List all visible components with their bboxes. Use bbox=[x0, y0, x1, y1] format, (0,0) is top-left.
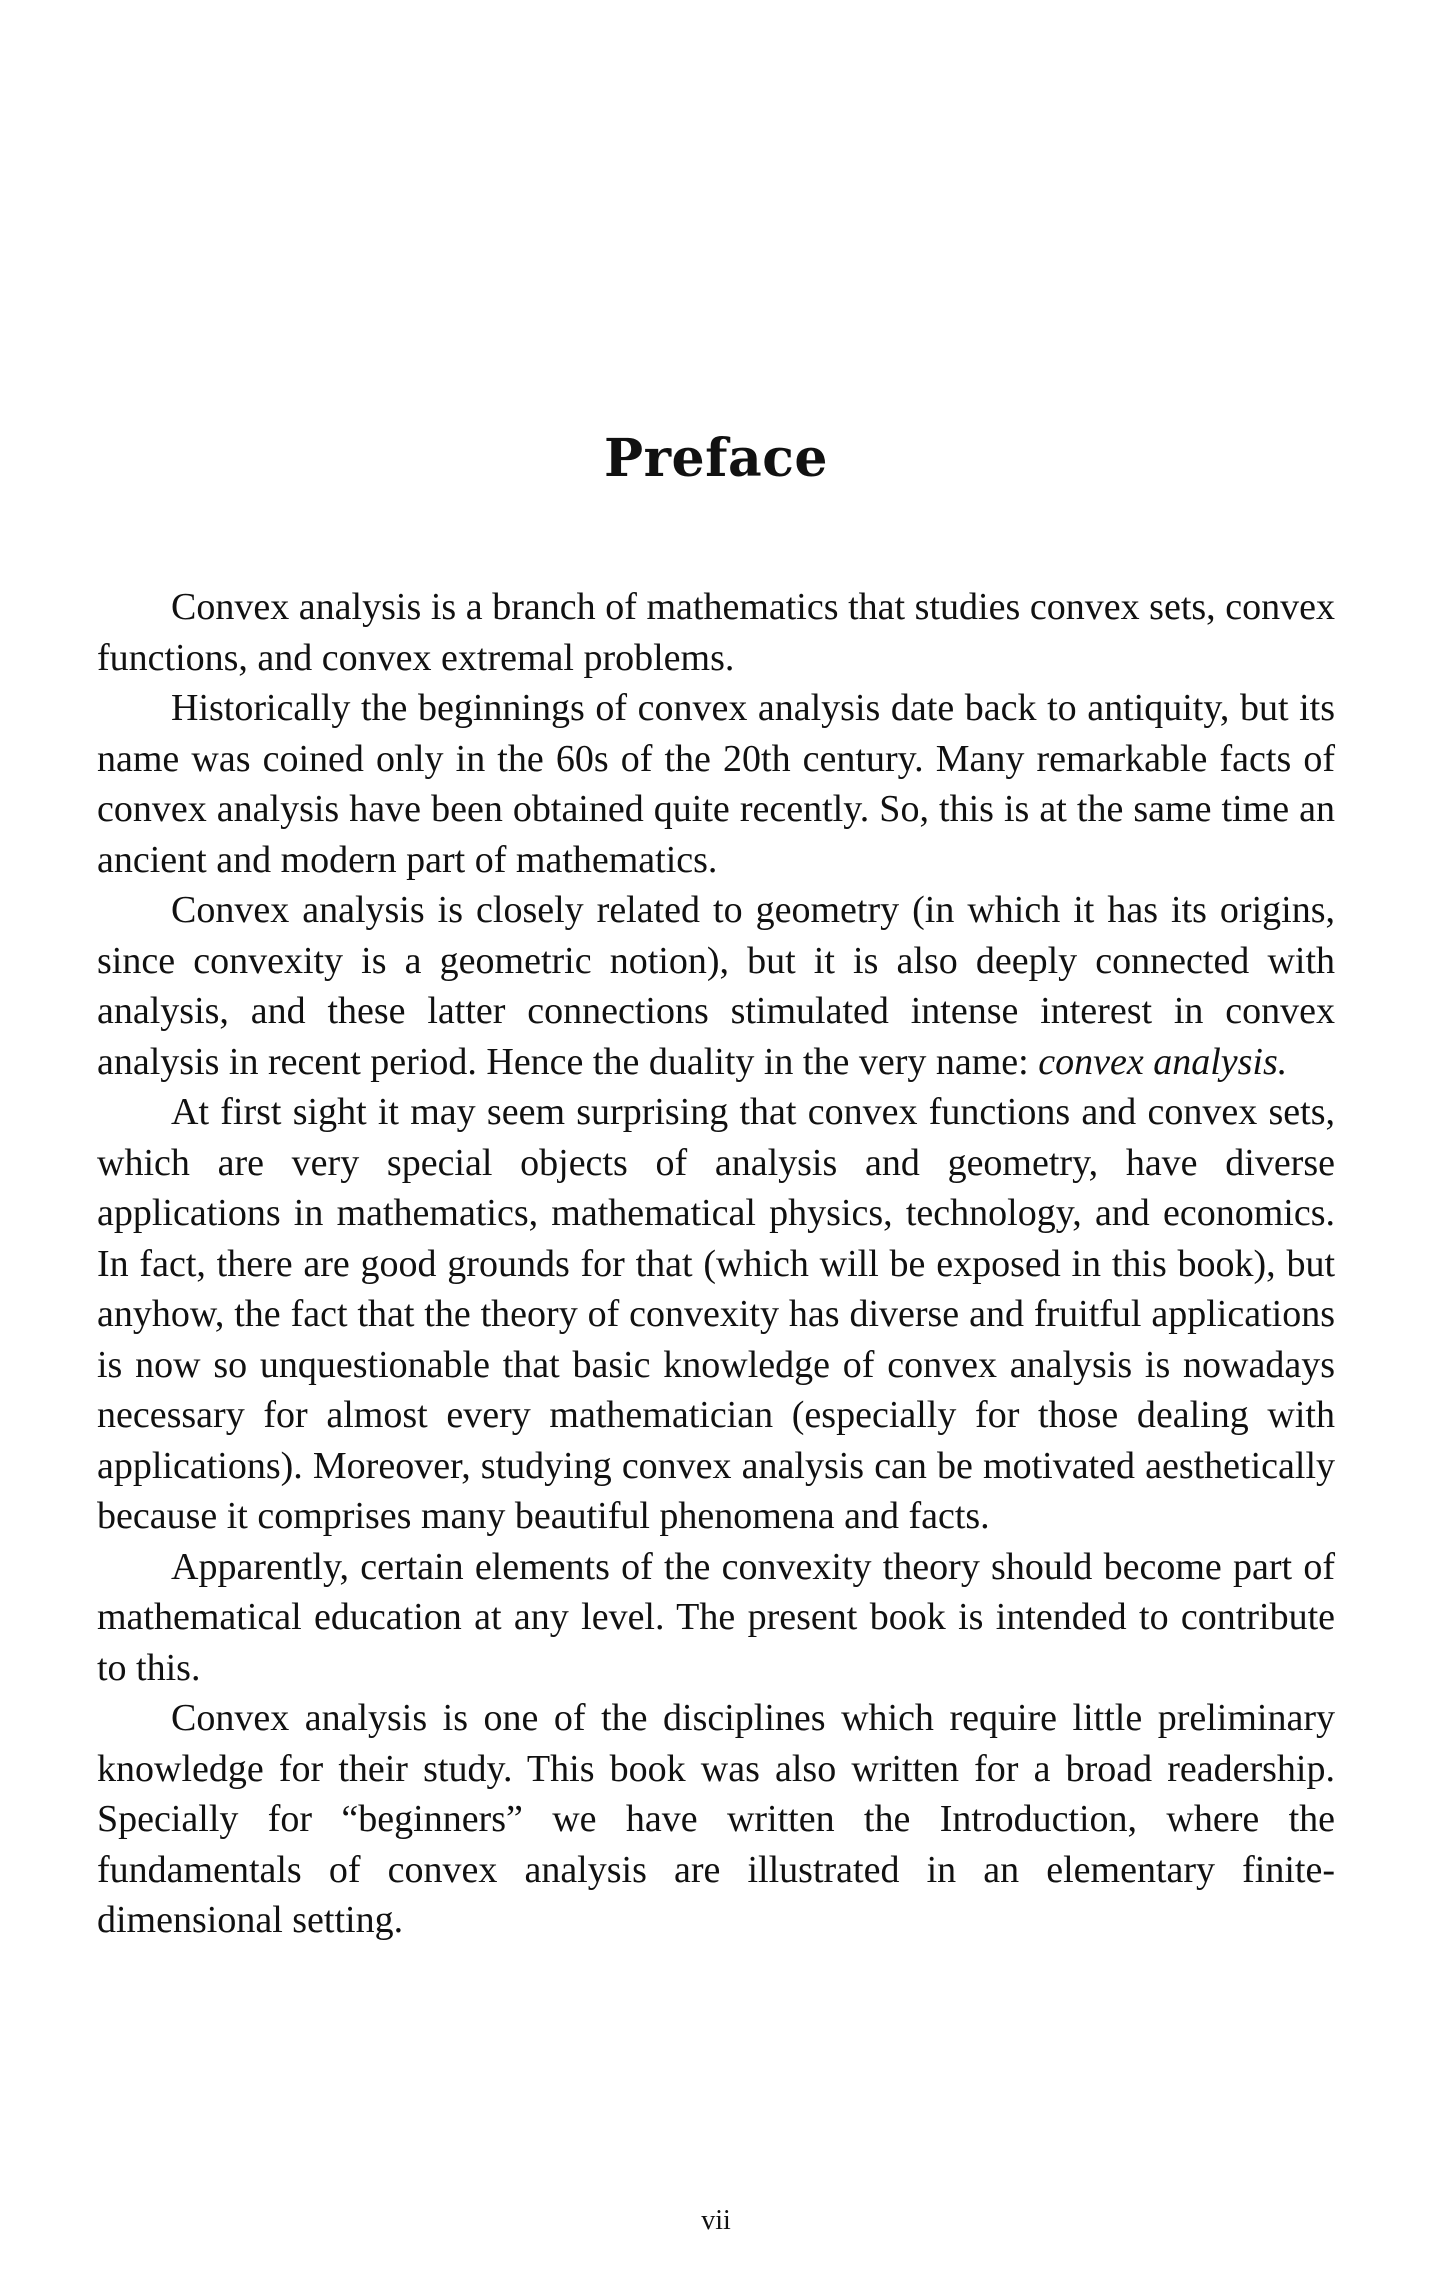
preface-body bbox=[97, 582, 1335, 1946]
paragraph-3-emphasis: convex analysis. bbox=[1038, 1040, 1288, 1083]
paragraph-6: Convex analysis is one of the disciplines which require little preliminary knowledge for their study. This book was also written for a broad readership. Specially for “beginners” we have written the Introduction, where the fundamentals of convex analysis are illustrated in an elementary finite-dimensional setting. bbox=[97, 1697, 1335, 1941]
paragraph-5: Apparently, certain elements of the convexity theory should become part of mathematical education at any level. The present book is intended to contribute to this. bbox=[97, 1545, 1335, 1689]
page-title: Preface bbox=[604, 428, 828, 489]
paragraph-3-text: Convex analysis is closely related to geometry (in which it has its origins, since convexity is a geometric notion), but it is also deeply connected with analysis, and these latter connections stimulated intense interest in convex analysis in recent period. Hence the duality in the very name: bbox=[97, 889, 1335, 1083]
paragraph-3 bbox=[97, 885, 1335, 1087]
paragraph-1: Convex analysis is a branch of mathematics that studies convex sets, convex functions, and convex extremal problems. bbox=[97, 586, 1335, 679]
paragraph-2: Historically the beginnings of convex analysis date back to antiquity, but its name was coined only in the 60s of the 20th century. Many remarkable facts of convex analysis have been obtained quite recently. So, this is at the same time an ancient and modern part of mathematics. bbox=[97, 687, 1335, 881]
page-number: vii bbox=[701, 2205, 731, 2236]
paragraph-4: At first sight it may seem surprising that convex functions and convex sets, which are very special objects of analysis and geometry, have diverse applications in mathematics, mathematical physics, technology, and economics. In fact, there are good grounds for that (which will be exposed in this book), but anyhow, the fact that the theory of convexity has diverse and fruitful applications is now so unquestionable that basic knowledge of convex analysis is nowadays necessary for almost every mathematician (especially for those dealing with applications). Moreover, studying convex analysis can be motivated aesthetically because it comprises many beautiful phenomena and facts. bbox=[97, 1091, 1335, 1537]
